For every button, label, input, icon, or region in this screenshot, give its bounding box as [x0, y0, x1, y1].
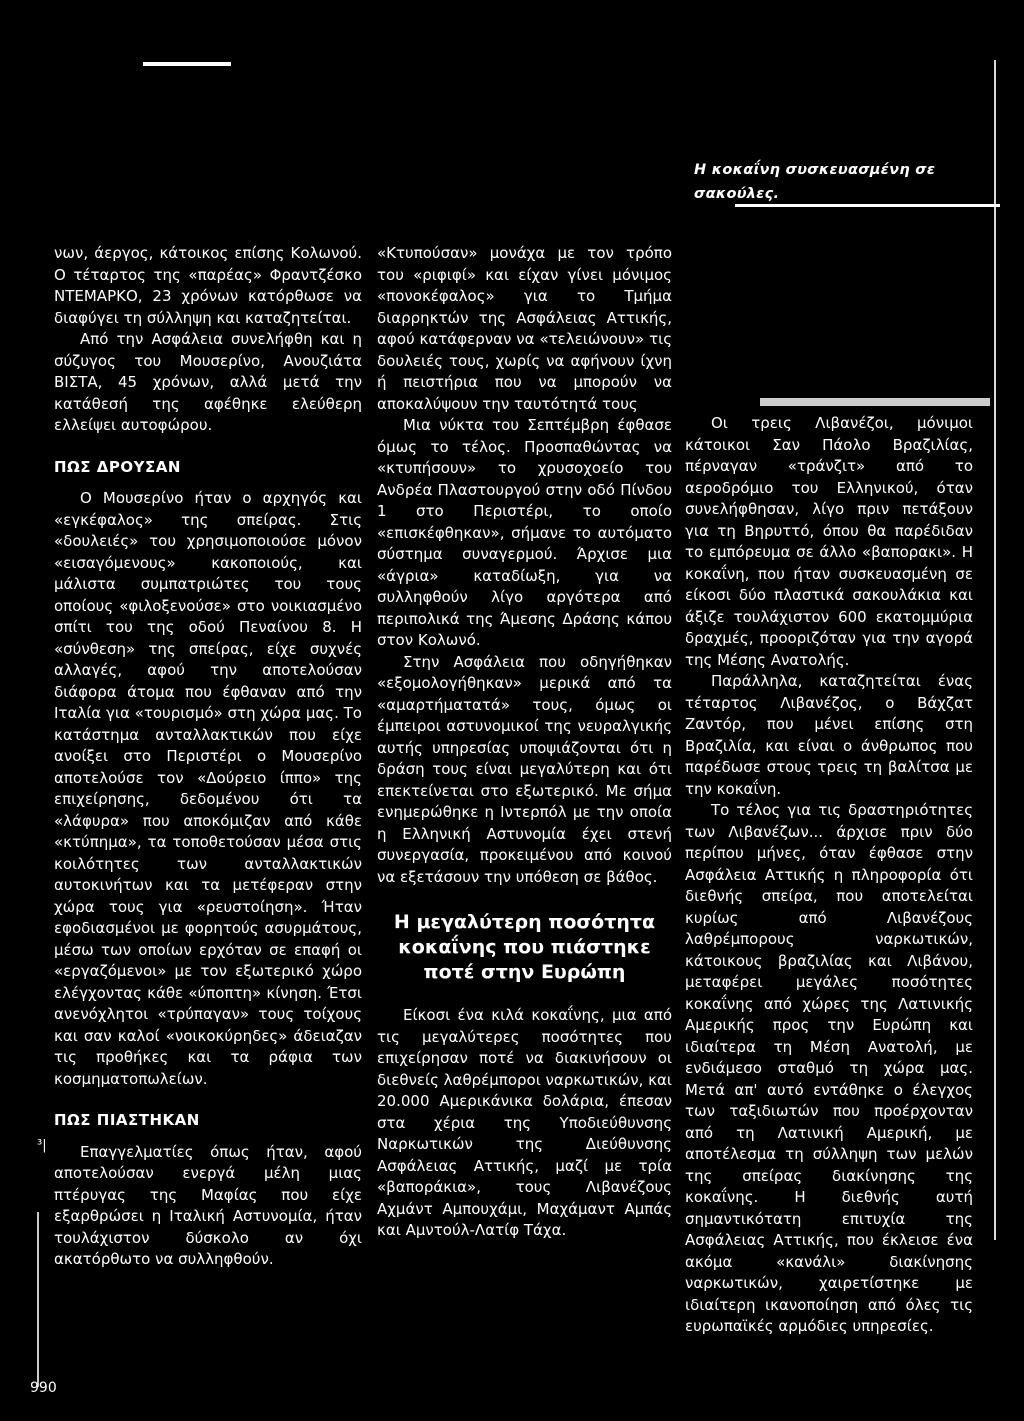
margin-bar [37, 1212, 39, 1387]
photo-frame-edge [994, 60, 996, 1240]
paragraph: Παράλληλα, καταζητείται ένας τέταρτος Λιβανέζος, ο Βάχζατ Ζαντόρ, που μένει επίσης στη Βραζιλία, και είναι ο άνθρωπος που παρέδωσε στους τρεις τη βαλίτσα με την κοκαΐνη. [685, 672, 973, 798]
paragraph: Ο Μουσερίνο ήταν ο αρχηγός και «εγκέφαλος» της σπείρας. Στις «δουλειές» του χρησιμοποιούσε μόνον «εισαγόμενους» κακοποιούς, και μάλιστα συμπατριώτες του τους οποίους «φιλοξενούσε» στο νοικιασμένο σπίτι του της οδού Πεναίνου 8. Η «σύνθεση» της σπείρας, είχε συχνές αλλαγές, αφού την αποτελούσαν διάφορα άτομα που έφθαναν από την Ιταλία για «τουρισμό» στη χώρα μας. Το κατάστημα ανταλλακτικών που είχε ανοίξει στο Περιστέρι ο Μουσερίνο αποτελούσε τον «Δούρειο ίππο» της επιχείρησης, δεδομένου ότι τα «λάφυρα» που αποκόμιζαν από κάθε «κτύπημα», τα τοποθετούσαν μέσα στις κοιλότητες των ανταλλακτικών αυτοκινήτων και τα μετέφεραν στην χώρα τους για «ρευστοίηση». Ήταν εφοδιασμένοι με φορητούς ασυρμάτους, μέσω των οποίων ερχόταν σε επαφή οι «εργαζόμενοι» με τον εξωτερικό χώρο ελέγχοντας κάθε «ύποπτη» κίνηση. Έτσι ανενόχλητοι «τρύπαγαν» τους τοίχους και σαν καλοί «νοικοκύρηδες» άδειαζαν τις προθήκες και τα ράφια των κοσμηματοπωλείων. [54, 489, 362, 1088]
photo-edge [760, 398, 990, 406]
column-1 [54, 243, 362, 1271]
margin-mark: ³| [37, 1138, 47, 1153]
page-number: 990 [30, 1380, 57, 1396]
paragraph: Από την Ασφάλεια συνελήφθη και η σύζυγος του Μουσερίνο, Ανουζιάτα ΒΙΣΤΑ, 45 χρόνων, αλλά μετά την κατάθεσή της αφέθηκε ελεύθερη ελλείψει αυτοφώρου. [54, 330, 362, 434]
top-rule [143, 62, 231, 66]
paragraph: Επαγγελματίες όπως ήταν, αφού αποτελούσαν ενεργά μέλη μιας πτέρυγας της Μαφίας που είχε εξαρθρώσει η Ιταλική Αστυνομία, ήταν τουλάχιστον δύσκολο αν όχι ακατόρθωτο να συλληφθούν. [54, 1142, 362, 1268]
paragraph: Είκοσι ένα κιλά κοκαΐνης, μια από τις μεγαλύτερες ποσότητες που επιχείρησαν ποτέ να διακινήσουν οι διεθνείς λαθρέμποροι ναρκωτικών, και 20.000 Αμερικάνικα δολάρια, έπεσαν στα χέρια της Υποδιεύθυνσης Ναρκωτικών της Διεύθυνσης Ασφάλειας Αττικής, μαζί με τρία «βαποράκια», τους Λιβανέζους Αχμάντ Αμπουχάμι, Μαχάμαντ Αμπάς και Αμντούλ-Λατίφ Τάχα. [377, 1006, 672, 1239]
paragraph: Το τέλος για τις δραστηριότητες των Λιβανέζων... άρχισε πριν δύο περίπου μήνες, όταν έφθασε στην Ασφάλεια Αττικής η πληροφορία ότι διεθνής σπείρα, που αποτελείται κυρίως από Λιβανέζους λαθρέμπορους ναρκωτικών, κάτοικους βραζιλίας και Λιβάνου, μεταφέρει μεγάλες ποσότητες κοκαΐνης από χώρες της Λατινικής Αμερικής προς την Ευρώπη και ιδιαίτερα τη Μέση Ανατολή, με ενδιάμεσο σταθμό τη χώρα μας. Μετά απ' αυτό εντάθηκε ο έλεγχος των ταξιδιωτών που προέρχονταν από τη Λατινική Αμερική, με αποτέλεσμα τη σύλληψη των μελών της σπείρας διακίνησης της κοκαΐνης. Η διεθνής αυτή σημαντικότατη επιτυχία της Ασφάλειας Αττικής, που έκλεισε ένα ακόμα «κανάλι» διακίνησης ναρκωτικών, χαιρετίστηκε με ιδιαίτερη ικανοποίηση από όλες τις ευρωπαϊκές αρμόδιες υπηρεσίες. [685, 801, 973, 1335]
column-2 [377, 243, 672, 1242]
paragraph: Στην Ασφάλεια που οδηγήθηκαν «εξομολογήθηκαν» μερικά από τα «αμαρτήματατά» τους, όμως οι έμπειροι αστυνομικοί της νευραλγικής αυτής υπηρεσίας υποψιάζονται ότι η δράση τους είναι μεγαλύτερη και ότι επεκτείνεται στο εξωτερικό. Με σήμα ενημερώθηκε η Ιντερπόλ με την οποία η Ελληνική Αστυνομία έχει στενή συνεργασία, προκειμένου από κοινού να εξετάσουν την υπόθεση σε βάθος. [377, 652, 672, 886]
subheading-how-they-operated: ΠΩΣ ΔΡΟΥΣΑΝ [54, 457, 181, 476]
paragraph: Μια νύκτα του Σεπτέμβρη έφθασε όμως το τέλος. Προσπαθώντας να «κτυπήσουν» το χρυσοχοείο του Ανδρέα Πλαστουργού στην οδό Πίνδου 1 στο Περιστέρι, το οποίο «επισκέφθηκαν», σήμανε το αυτόματο σύστημα συναγερμού. Άρχισε μια «άγρια» καταδίωξη, για να συλληφθούν λίγο αργότερα από περιπολικά της Άμεσης Δράσης κάπου στον Κολωνό. [377, 416, 672, 649]
article-heading: Η μεγαλύτερη ποσότητα κοκαΐνης που πιάστηκε ποτέ στην Ευρώπη [393, 911, 656, 983]
caption-rule [735, 204, 1000, 207]
column-3 [685, 413, 973, 1338]
paragraph: «Κτυπούσαν» μονάχα με τον τρόπο του «ριφιφί» και είχαν γίνει μόνιμος «πονοκέφαλος» για το Τμήμα διαρρηκτών της Ασφάλειας Αττικής, αφού κατάφερναν να «τελειώνουν» τις δουλειές τους, χωρίς να αφήνουν ίχνη ή πειστήρια που να μπορούν να αποκαλύψουν την ταυτότητά τους [377, 244, 672, 413]
photo-caption: Η κοκαΐνη συσκευασμένη σε σακούλες. [694, 162, 936, 202]
paragraph: νων, άεργος, κάτοικος επίσης Κολωνού. Ο τέταρτος της «παρέας» Φραντζέσκο ΝΤΕΜΑΡΚΟ, 23 χρόνων κατόρθωσε να διαφύγει τη σύλληψη και καταζητείται. [54, 244, 362, 327]
paragraph: Οι τρεις Λιβανέζοι, μόνιμοι κάτοικοι Σαν Πάολο Βραζιλίας, πέρναγαν «τράνζιτ» από το αεροδρόμιο του Ελληνικού, όταν συνελήφθησαν, λίγο πριν πετάξουν για τη Βηρυττό, όπου θα παρέδιδαν το εμπόρευμα σε άλλο «βαπορακι». Η κοκαΐνη, που ήταν συσκευασμένη σε είκοσι δύο πλαστικά σακουλάκια και άξιζε τουλάχιστον 600 εκατομμύρια δραχμές, προοριζόταν για την αγορά της Μέσης Ανατολής. [685, 414, 973, 669]
subheading-how-they-were-caught: ΠΩΣ ΠΙΑΣΤΗΚΑΝ [54, 1111, 200, 1129]
